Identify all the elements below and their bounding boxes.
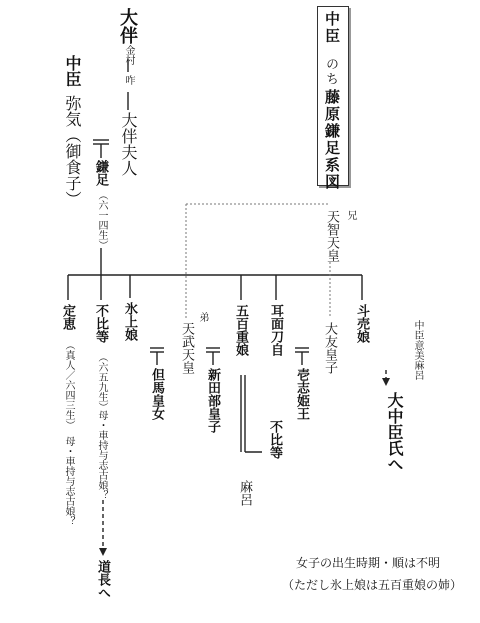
note-line-2: （ただし氷上娘は五百重娘の姉） bbox=[282, 578, 463, 592]
tajima: 但馬皇女 bbox=[149, 368, 164, 420]
tenji-relation: 兄 bbox=[345, 210, 356, 220]
michinaga: 道長へ bbox=[95, 560, 110, 599]
fuhito-second: 不比等 bbox=[267, 420, 282, 459]
maro: 麻呂 bbox=[237, 480, 252, 506]
fuhito-year: （六五九生） bbox=[96, 352, 107, 412]
title-clan: 中臣 bbox=[323, 11, 341, 45]
onakatomi: 大中臣氏へ bbox=[385, 392, 404, 472]
otomo-daughter: 大伴夫人 bbox=[119, 112, 138, 176]
fuhito-name: 不比等 bbox=[93, 304, 108, 343]
mimitoji: 耳面刀自 bbox=[268, 304, 283, 356]
tenmu: 天武天皇 bbox=[179, 322, 194, 374]
otomo-father: 金村 bbox=[123, 45, 134, 65]
nakatomi-clan: 中臣 bbox=[63, 55, 82, 87]
kadono: 壱志姫王 bbox=[294, 368, 309, 420]
omimaro: 中臣意美麻呂 bbox=[412, 320, 423, 380]
kamatari-name: 鎌足 bbox=[93, 160, 108, 186]
niitabe: 新田部皇子 bbox=[205, 368, 220, 433]
otomo-mid: 咋 bbox=[123, 75, 134, 85]
fuhito-mother: 母・車持与志古娘？ bbox=[96, 410, 107, 500]
title-later: のち bbox=[323, 57, 338, 87]
tone: 斗売娘 bbox=[354, 304, 369, 343]
jouye-year: （真人／六四三生） bbox=[63, 340, 74, 430]
onakatomi-arrow bbox=[382, 378, 390, 386]
tenji-name: 天智天皇 bbox=[324, 210, 339, 262]
ioe: 五百重娘 bbox=[233, 304, 248, 356]
tenmu-relation: 弟 bbox=[197, 312, 208, 322]
jouye-name: 定恵 bbox=[60, 304, 75, 330]
michinaga-arrow bbox=[99, 548, 107, 556]
nakatomi-name: 弥気（御食子） bbox=[63, 95, 82, 207]
title-name: 藤原鎌足系図 bbox=[323, 89, 341, 191]
kamatari-year: （六一四生） bbox=[96, 190, 107, 250]
otomo-clan: 大伴 bbox=[117, 8, 138, 44]
hikami: 氷上娘 bbox=[122, 302, 137, 341]
jouye-mother: 母・車持与志古娘？ bbox=[63, 436, 74, 526]
title-box bbox=[317, 6, 349, 191]
otomo-prince: 大友皇子 bbox=[322, 322, 337, 374]
note-line-1: 女子の出生時期・順は不明 bbox=[296, 556, 441, 570]
